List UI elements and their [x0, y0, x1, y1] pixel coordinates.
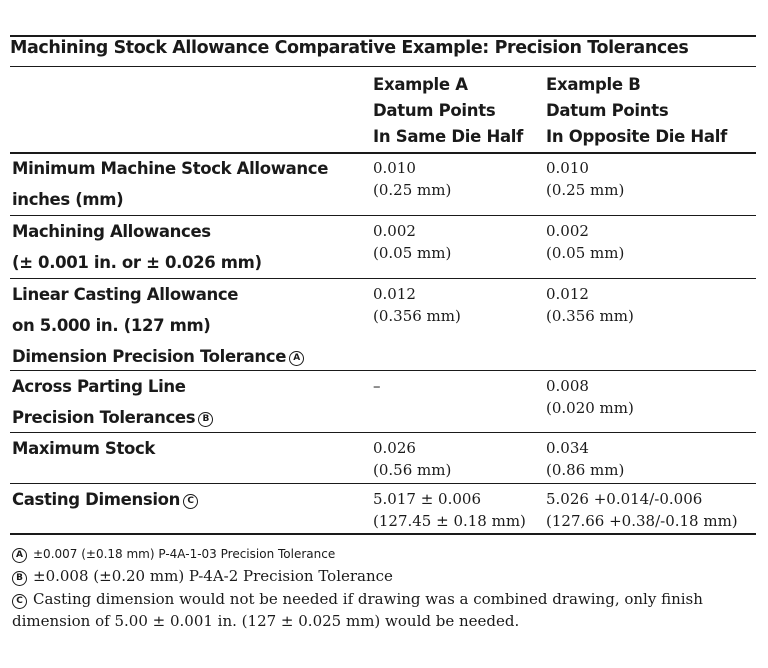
- row-1-b-mm: (0.25 mm): [546, 181, 625, 199]
- row-4-label-line-1: Across Parting Line: [12, 377, 186, 396]
- footnote-c: [12, 588, 703, 610]
- row-3-a-in: 0.012: [373, 285, 416, 303]
- row-6-example-b-value: [546, 488, 738, 532]
- row-5-a-in: 0.026: [373, 439, 416, 457]
- row-1-b-in: 0.010: [546, 159, 589, 177]
- row-6-a-mm: (127.45 ± 0.18 mm): [373, 512, 526, 530]
- circled-c-marker: C: [183, 494, 198, 509]
- footnote-c-continued-text: dimension of 5.00 ± 0.001 in. (127 ± 0.025 mm) would be needed.: [12, 612, 520, 630]
- row-6-example-a-value: [373, 488, 526, 532]
- column-header-example-a: [373, 72, 523, 150]
- row-3-label-line-3: [12, 341, 304, 372]
- row-label-casting-dimension: [12, 484, 198, 515]
- row-6-a-in: 5.017 ± 0.006: [373, 490, 481, 508]
- circled-b-marker: B: [12, 571, 27, 586]
- row-5-b-mm: (0.86 mm): [546, 461, 625, 479]
- row-2-b-in: 0.002: [546, 222, 589, 240]
- row-6-label-line-1: [12, 484, 198, 515]
- row-4-label-line-2: [12, 402, 213, 433]
- row-3-a-mm: (0.356 mm): [373, 307, 461, 325]
- row-2-label-line-2: (± 0.001 in. or ± 0.026 mm): [12, 253, 262, 272]
- bottom-rule: [10, 533, 756, 535]
- row-1-label-line-2: inches (mm): [12, 190, 124, 209]
- footnote-a-text: ±0.007 (±0.18 mm) P-4A-1-03 Precision Tolerance: [33, 547, 336, 561]
- row-5-a-mm: (0.56 mm): [373, 461, 452, 479]
- footnote-b: [12, 565, 393, 587]
- row-2-label-line-1: Machining Allowances: [12, 222, 211, 241]
- row-label-maximum-stock: [12, 433, 155, 464]
- row-3-b-mm: (0.356 mm): [546, 307, 634, 325]
- column-b-line-3: In Opposite Die Half: [546, 127, 727, 146]
- row-1-example-b-value: [546, 157, 624, 201]
- row-4-b-mm: (0.020 mm): [546, 399, 634, 417]
- row-2-b-mm: (0.05 mm): [546, 244, 625, 262]
- row-6-label-line-1-text: Casting Dimension: [12, 490, 181, 509]
- row-4-a-dash: –: [373, 377, 381, 395]
- row-1-label-line-1: Minimum Machine Stock Allowance: [12, 159, 329, 178]
- row-label-across-parting-line: [12, 371, 213, 433]
- row-2-a-in: 0.002: [373, 222, 416, 240]
- table-title: Machining Stock Allowance Comparative Example: Precision Tolerances: [10, 38, 689, 58]
- row-1-example-a-value: [373, 157, 451, 201]
- footnote-b-text: ±0.008 (±0.20 mm) P-4A-2 Precision Tolerance: [33, 567, 393, 585]
- row-label-minimum-stock: [12, 153, 328, 215]
- row-5-label-line-1: Maximum Stock: [12, 439, 156, 458]
- circled-c-marker: C: [12, 594, 27, 609]
- column-b-line-1: Example B: [546, 75, 641, 94]
- column-header-example-b: [546, 72, 727, 150]
- row-3-label-line-2: on 5.000 in. (127 mm): [12, 316, 211, 335]
- row-1-a-mm: (0.25 mm): [373, 181, 452, 199]
- column-a-line-3: In Same Die Half: [373, 127, 524, 146]
- row-4-b-in: 0.008: [546, 377, 589, 395]
- column-a-line-2: Datum Points: [373, 101, 496, 120]
- row-2-example-a-value: [373, 220, 451, 264]
- row-3-label-line-3-text: Dimension Precision Tolerance: [12, 347, 287, 366]
- top-rule: [10, 35, 756, 37]
- row-5-example-a-value: [373, 437, 451, 481]
- circled-a-marker: A: [12, 548, 27, 563]
- circled-a-marker: A: [289, 351, 304, 366]
- title-rule: [10, 66, 756, 67]
- row-label-linear-casting-allowance: [12, 279, 304, 372]
- row-1-a-in: 0.010: [373, 159, 416, 177]
- row-6-b-in: 5.026 +0.014/-0.006: [546, 490, 703, 508]
- footnote-a: [12, 543, 335, 565]
- row-3-label-line-1: Linear Casting Allowance: [12, 285, 239, 304]
- column-b-line-2: Datum Points: [546, 101, 669, 120]
- circled-b-marker: B: [198, 412, 213, 427]
- row-5-example-b-value: [546, 437, 624, 481]
- row-6-b-mm: (127.66 +0.38/-0.18 mm): [546, 512, 738, 530]
- row-4-example-b-value: [546, 375, 634, 419]
- row-3-example-b-value: [546, 283, 634, 327]
- row-2-a-mm: (0.05 mm): [373, 244, 452, 262]
- row-4-label-line-2-text: Precision Tolerances: [12, 408, 196, 427]
- footnote-c-text: Casting dimension would not be needed if drawing was a combined drawing, only finish: [33, 590, 703, 608]
- row-3-example-a-value: [373, 283, 461, 327]
- row-2-example-b-value: [546, 220, 624, 264]
- footnote-c-continued: [12, 610, 519, 632]
- column-a-line-1: Example A: [373, 75, 468, 94]
- row-3-b-in: 0.012: [546, 285, 589, 303]
- row-5-b-in: 0.034: [546, 439, 589, 457]
- row-4-example-a-value: [373, 375, 381, 397]
- row-label-machining-allowances: [12, 216, 262, 278]
